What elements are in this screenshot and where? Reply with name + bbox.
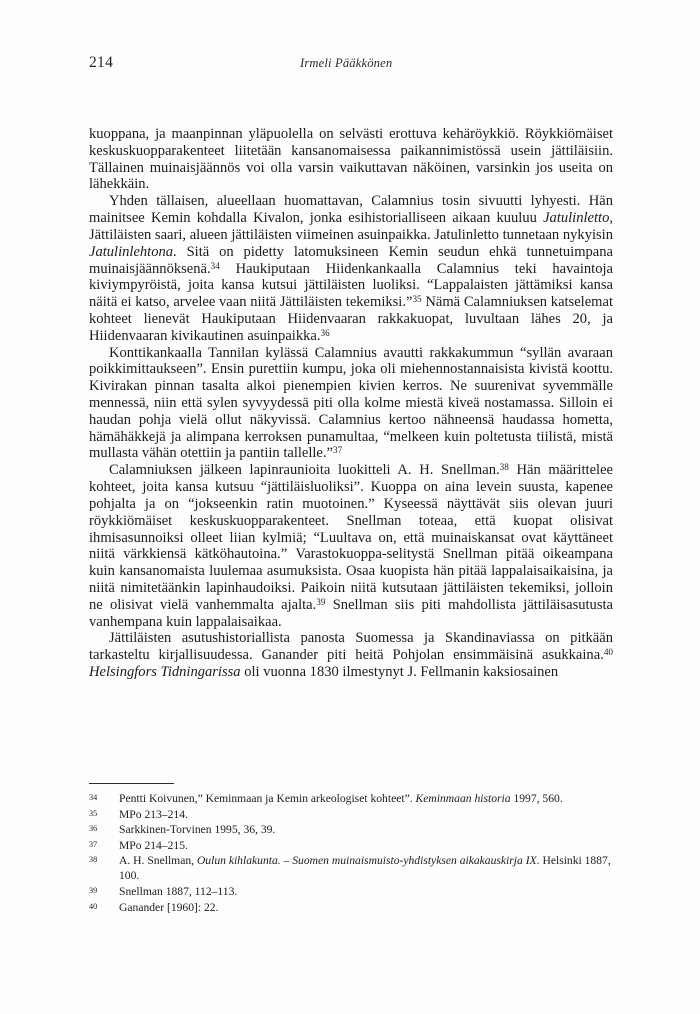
text-run: Sarkkinen-Torvinen 1995, 36, 39. — [119, 823, 276, 837]
footnote-text — [119, 822, 613, 837]
footnote-number: 38 — [89, 855, 98, 865]
footnote-number: 34 — [89, 793, 98, 802]
footnote-section — [89, 783, 613, 915]
text-run: oli vuonna 1830 ilmestynyt J. Fellmanin kaksiosainen — [240, 664, 559, 680]
text-run: MPo 214–215. — [119, 838, 188, 852]
footnote-item — [89, 884, 613, 899]
footnote-list — [89, 791, 613, 915]
italic-text: Jatulinletto, — [543, 210, 613, 227]
text-run: A. H. Snellman, — [119, 854, 197, 868]
text-run: MPo 213–214. — [119, 807, 188, 821]
text-run: Nämä Calamniuksen katselemat kohteet lienevät Haukiputaan Hiidenvaaran rakkakuopat, luvultaan lähes 20, ja Hiidenvaaran kivikautinen asuinpaikka. — [89, 294, 613, 344]
body-paragraph — [89, 345, 613, 463]
footnote-reference[interactable]: 38 — [499, 462, 509, 473]
body-paragraph — [89, 630, 613, 680]
footnote-reference[interactable]: 39 — [316, 596, 326, 607]
footnote-item — [89, 791, 613, 806]
footnote-item — [89, 838, 613, 853]
footnote-number: 40 — [89, 901, 98, 911]
footnote-text — [119, 807, 613, 822]
footnote-number: 39 — [89, 886, 98, 896]
footnote-item — [89, 900, 613, 915]
text-run: Haukiputaan Hiidenkankaalla Calamnius teki havaintoja kiviympyröistä, joita kansa kutsui jättiläisten luoliksi. “Lappalaisten jättämiksi kansa näitä ei katso, arvelee vaan niitä Jättiläisten tekemiksi.” — [89, 260, 613, 311]
italic-text: Helsingfors Tidningarissa — [89, 664, 241, 680]
footnote-text — [119, 900, 613, 915]
footnote-item — [89, 853, 613, 883]
footnote-separator-rule — [89, 783, 174, 784]
text-run: Jättiläisten saari, alueen jättiläisten viimeinen asuinpaikka. Jatulinletto tunnetaan nykyisin — [89, 226, 613, 243]
footnote-reference[interactable]: 37 — [333, 445, 343, 456]
footnote-reference[interactable]: 35 — [412, 293, 422, 304]
italic-text: Keminmaan historia — [415, 792, 511, 805]
text-run: Pentti Koivunen,” Keminmaan ja Kemin arkeologiset kohteet”. — [119, 792, 416, 805]
body-paragraph — [89, 462, 613, 630]
footnote-number: 37 — [89, 839, 98, 849]
footnote-text — [119, 791, 613, 806]
italic-text: Oulun kihlakunta. – Suomen muinaismuisto-yhdistyksen aikakauskirja IX — [196, 854, 537, 868]
footnote-number: 36 — [89, 824, 98, 834]
text-run: Jättiläisten asutushistoriallista panosta Suomessa ja Skandinaviassa on pitkään tarkasteltu kirjallisuudessa. Ganander piti heitä Pohjolan ensimmäisinä asukkaina. — [89, 630, 613, 664]
footnote-item — [89, 807, 613, 822]
text-run: Konttikankaalla Tannilan kylässä Calamnius avautti rakkakummun “syllän avaraan poikkimittaukseen”. Ensin purettiin kumpu, joka oli miehennostannaisista kivistä koottu. Kivirakan pinnan tasalta alkoi pienempien kivien kerros. Ne suurenivat syvemmälle mennessä, niin että sylen syvyydessä piti olla kolme miestä kiveä nostamassa. Silloin ei haudan pohja vielä ollut näkyvissä. Calamnius kertoo nähneensä haudassa hometta, hämähäkkejä ja alimpana kerroksen punamultaa, “melkeen kuin poltetusta tiilistä, mistä mullasta vähän otettiin ja pantiin tallelle.” — [89, 344, 613, 462]
text-run: Calamniuksen jälkeen lapinraunioita luokitteli A. H. Snellman. — [109, 462, 500, 479]
footnote-reference[interactable]: 34 — [210, 260, 220, 271]
text-run: . Helsinki 1887, 100. — [119, 854, 611, 883]
text-run: Yhden tällaisen, alueellaan huomattavan, Calamnius tosin sivuutti lyhyesti. Hän mainitsee Kemin kohdalla Kivalon, jonka esihistorialliseen aikaan kuuluu — [89, 193, 613, 227]
text-run: Snellman 1887, 112–113. — [119, 885, 238, 899]
text-run: Hän määrittelee kohteet, joita kansa kutsuu “jättiläisluoliksi”. Kuoppa on aina levein suusta, kapenee pohjalta ja on “jokseenkin ratin muotoinen.” Kyseessä näyttävät siis olevan juuri röykkiömäiset keskuskuopparakenteet. Snellman toteaa, että kuopat olisivat ihmisasunnoiksi olleet liian kylmiä; “Luultava on, että muinaiskansat ovat käyttäneet niitä värkkiensä kätköhautoina.” Varastokuoppa-selitystä Snellman pitää oikeampana kuin kansanomaista luulemaa asumuksista. Osaa kuopista hän pitää lappalaisaikaisina, ja niitä nimitetäänkin lapinhaudoiksi. Paikoin niitä kutsutaan jättiläisten tekemiksi, jolloin ne olisivat vielä vanhemmalta ajalta. — [89, 462, 613, 613]
footnote-number: 35 — [89, 808, 98, 818]
footnote-text — [119, 884, 613, 899]
text-run: 1997, 560. — [510, 792, 563, 805]
page-header — [89, 54, 612, 74]
italic-text: Jatulinlehtona — [89, 243, 174, 260]
footnote-text — [119, 838, 613, 853]
page-number: 214 — [89, 54, 114, 71]
text-run: Ganander [1960]: 22. — [119, 900, 219, 914]
text-run: Snellman siis piti mahdollista jättiläisasutusta vanhempana kuin lappalaisaikaa. — [89, 596, 613, 630]
footnote-reference[interactable]: 40 — [603, 647, 613, 657]
footnote-reference[interactable]: 36 — [320, 327, 330, 338]
footnote-text — [119, 853, 613, 883]
footnote-item — [89, 822, 613, 837]
body-paragraph — [89, 193, 613, 344]
body-text — [89, 126, 613, 681]
body-paragraph — [89, 126, 613, 193]
text-run: . Sitä on pidetty latomuksineen Kemin seudun ehkä tunnetuimpana muinaisjäännöksenä. — [89, 243, 613, 277]
text-run: kuoppana, ja maanpinnan yläpuolella on selvästi erottuva kehäröykkiö. Röykkiömäiset keskuskuopparakenteet liitetään kansanomaisessa paikannimistössä usein jättiläisiin. Tällainen muinaisjäännös voi olla varsin vaikuttavan näköinen, varsinkin jos useita on lähekkäin. — [89, 126, 613, 193]
running-head-title: Irmeli Pääkkönen — [300, 56, 393, 70]
